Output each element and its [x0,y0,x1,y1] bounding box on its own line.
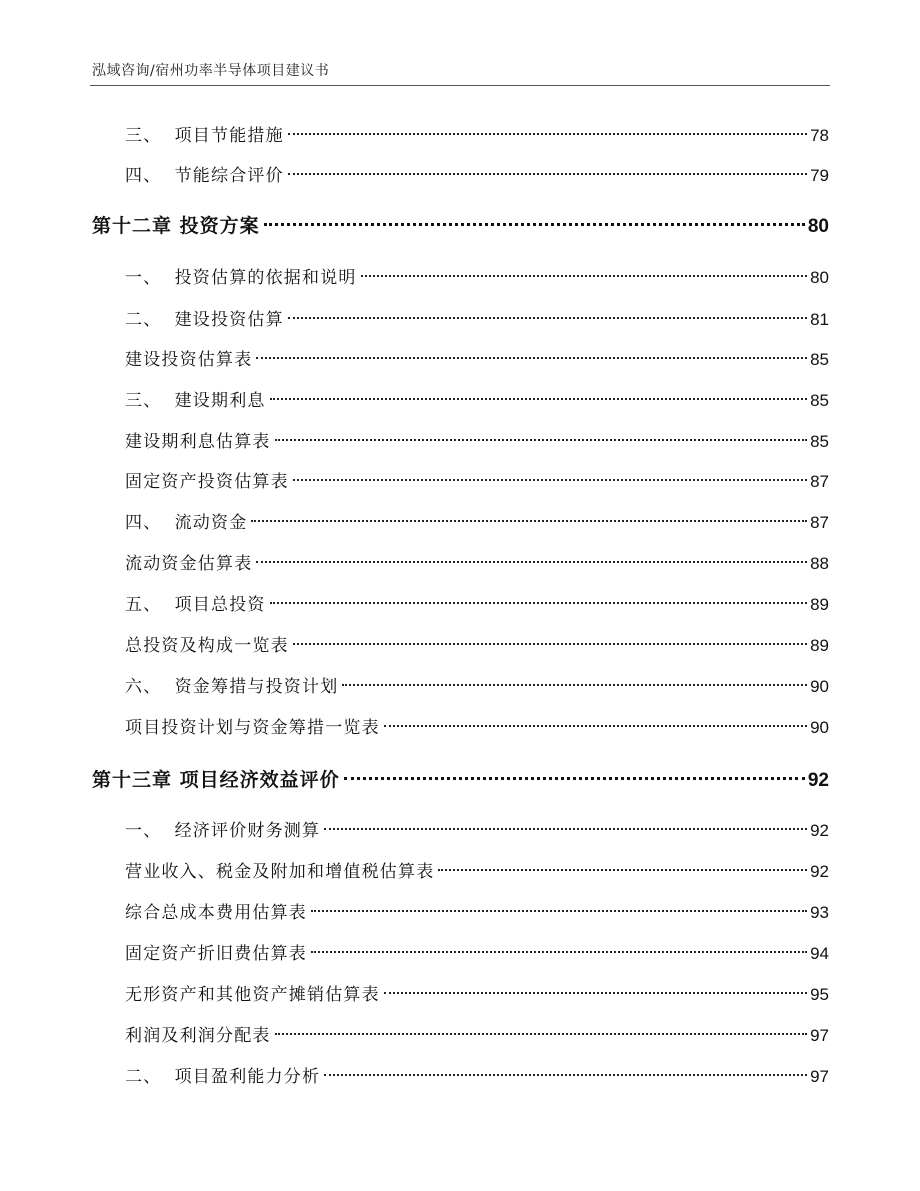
toc-entry-page: 79 [810,166,829,185]
toc-entry[interactable] [125,386,829,416]
toc-entry-page: 80 [810,268,829,287]
toc-entry[interactable] [125,1021,829,1051]
toc-chapter-page: 80 [807,216,829,237]
toc-entry[interactable] [125,305,829,335]
toc-entry-page: 97 [810,1026,829,1045]
toc-chapter-title: 第十二章 投资方案 [92,215,260,237]
toc-entry-page: 97 [810,1067,829,1086]
toc-entry[interactable] [125,427,829,457]
dot-leader [324,828,807,830]
toc-entry[interactable] [125,980,829,1010]
toc-entry-title: 二、 项目盈利能力分析 [125,1067,321,1087]
toc-entry-page: 88 [810,554,829,573]
dot-leader [270,602,807,604]
dot-leader [384,992,807,994]
toc-entry-page: 93 [810,903,829,922]
dot-leader [324,1074,807,1076]
toc-entry-title: 五、 项目总投资 [125,595,266,615]
toc-entry-title: 三、 建设期利息 [125,391,266,411]
toc-entry-title: 六、 资金筹措与投资计划 [125,677,339,697]
toc-entry-page: 92 [810,821,829,840]
toc-entry-title: 利润及利润分配表 [125,1026,271,1046]
toc-entry-page: 87 [810,472,829,491]
toc-entry-page: 92 [810,862,829,881]
toc-entry-page: 87 [810,513,829,532]
toc-entry[interactable] [125,549,829,579]
toc-entry[interactable] [125,263,829,293]
toc-entry-title: 流动资金估算表 [125,554,253,574]
dot-leader [256,561,807,563]
toc-chapter-entry[interactable] [92,765,829,795]
toc-entry[interactable] [125,857,829,887]
toc-entry-page: 85 [810,432,829,451]
toc-entry[interactable] [125,161,829,191]
toc-entry[interactable] [125,121,829,151]
toc-entry-title: 综合总成本费用估算表 [125,903,307,923]
toc-chapter-title: 第十三章 项目经济效益评价 [92,769,340,791]
toc-entry-title: 固定资产折旧费估算表 [125,944,307,964]
dot-leader [288,173,807,175]
dot-leader [288,133,807,135]
toc-entry-title: 项目投资计划与资金筹措一览表 [125,718,380,738]
dot-leader [293,479,807,481]
dot-leader [251,520,807,522]
dot-leader [256,357,807,359]
dot-leader [361,275,807,277]
toc-entry[interactable] [125,590,829,620]
toc-entry-page: 90 [810,677,829,696]
toc-entry-title: 一、 投资估算的依据和说明 [125,268,357,288]
toc-entry[interactable] [125,1062,829,1092]
dot-leader [275,439,807,441]
page-header: 泓域咨询/宿州功率半导体项目建议书 [92,63,330,79]
toc-entry[interactable] [125,467,829,497]
toc-entry[interactable] [125,345,829,375]
dot-leader [344,777,805,780]
dot-leader [311,951,807,953]
toc-entry[interactable] [125,898,829,928]
dot-leader [311,910,807,912]
toc-entry-title: 四、 流动资金 [125,513,248,533]
toc-entry-page: 95 [810,985,829,1004]
toc-entry-title: 固定资产投资估算表 [125,472,289,492]
toc-entry[interactable] [125,672,829,702]
toc-entry[interactable] [125,713,829,743]
toc-entry-title: 四、 节能综合评价 [125,166,284,186]
dot-leader [264,223,805,226]
toc-chapter-entry[interactable] [92,211,829,241]
toc-entry-title: 建设投资估算表 [125,350,253,370]
dot-leader [342,684,807,686]
toc-entry-title: 三、 项目节能措施 [125,126,284,146]
toc-entry[interactable] [125,939,829,969]
dot-leader [275,1033,807,1035]
toc-entry-title: 一、 经济评价财务测算 [125,821,321,841]
toc-entry[interactable] [125,631,829,661]
dot-leader [384,725,807,727]
toc-entry-page: 78 [810,126,829,145]
toc-entry[interactable] [125,816,829,846]
toc-entry[interactable] [125,508,829,538]
toc-entry-page: 90 [810,718,829,737]
toc-entry-title: 营业收入、税金及附加和增值税估算表 [125,862,435,882]
toc-entry-page: 81 [810,310,829,329]
toc-chapter-page: 92 [807,770,829,791]
dot-leader [270,398,807,400]
toc-entry-page: 89 [810,595,829,614]
toc-entry-page: 94 [810,944,829,963]
toc-entry-page: 89 [810,636,829,655]
toc-entry-title: 建设期利息估算表 [125,432,271,452]
dot-leader [438,869,807,871]
toc-entry-title: 二、 建设投资估算 [125,310,284,330]
dot-leader [293,643,807,645]
toc-entry-title: 总投资及构成一览表 [125,636,289,656]
toc-entry-title: 无形资产和其他资产摊销估算表 [125,985,380,1005]
toc-entry-page: 85 [810,391,829,410]
toc-entry-page: 85 [810,350,829,369]
dot-leader [288,317,807,319]
